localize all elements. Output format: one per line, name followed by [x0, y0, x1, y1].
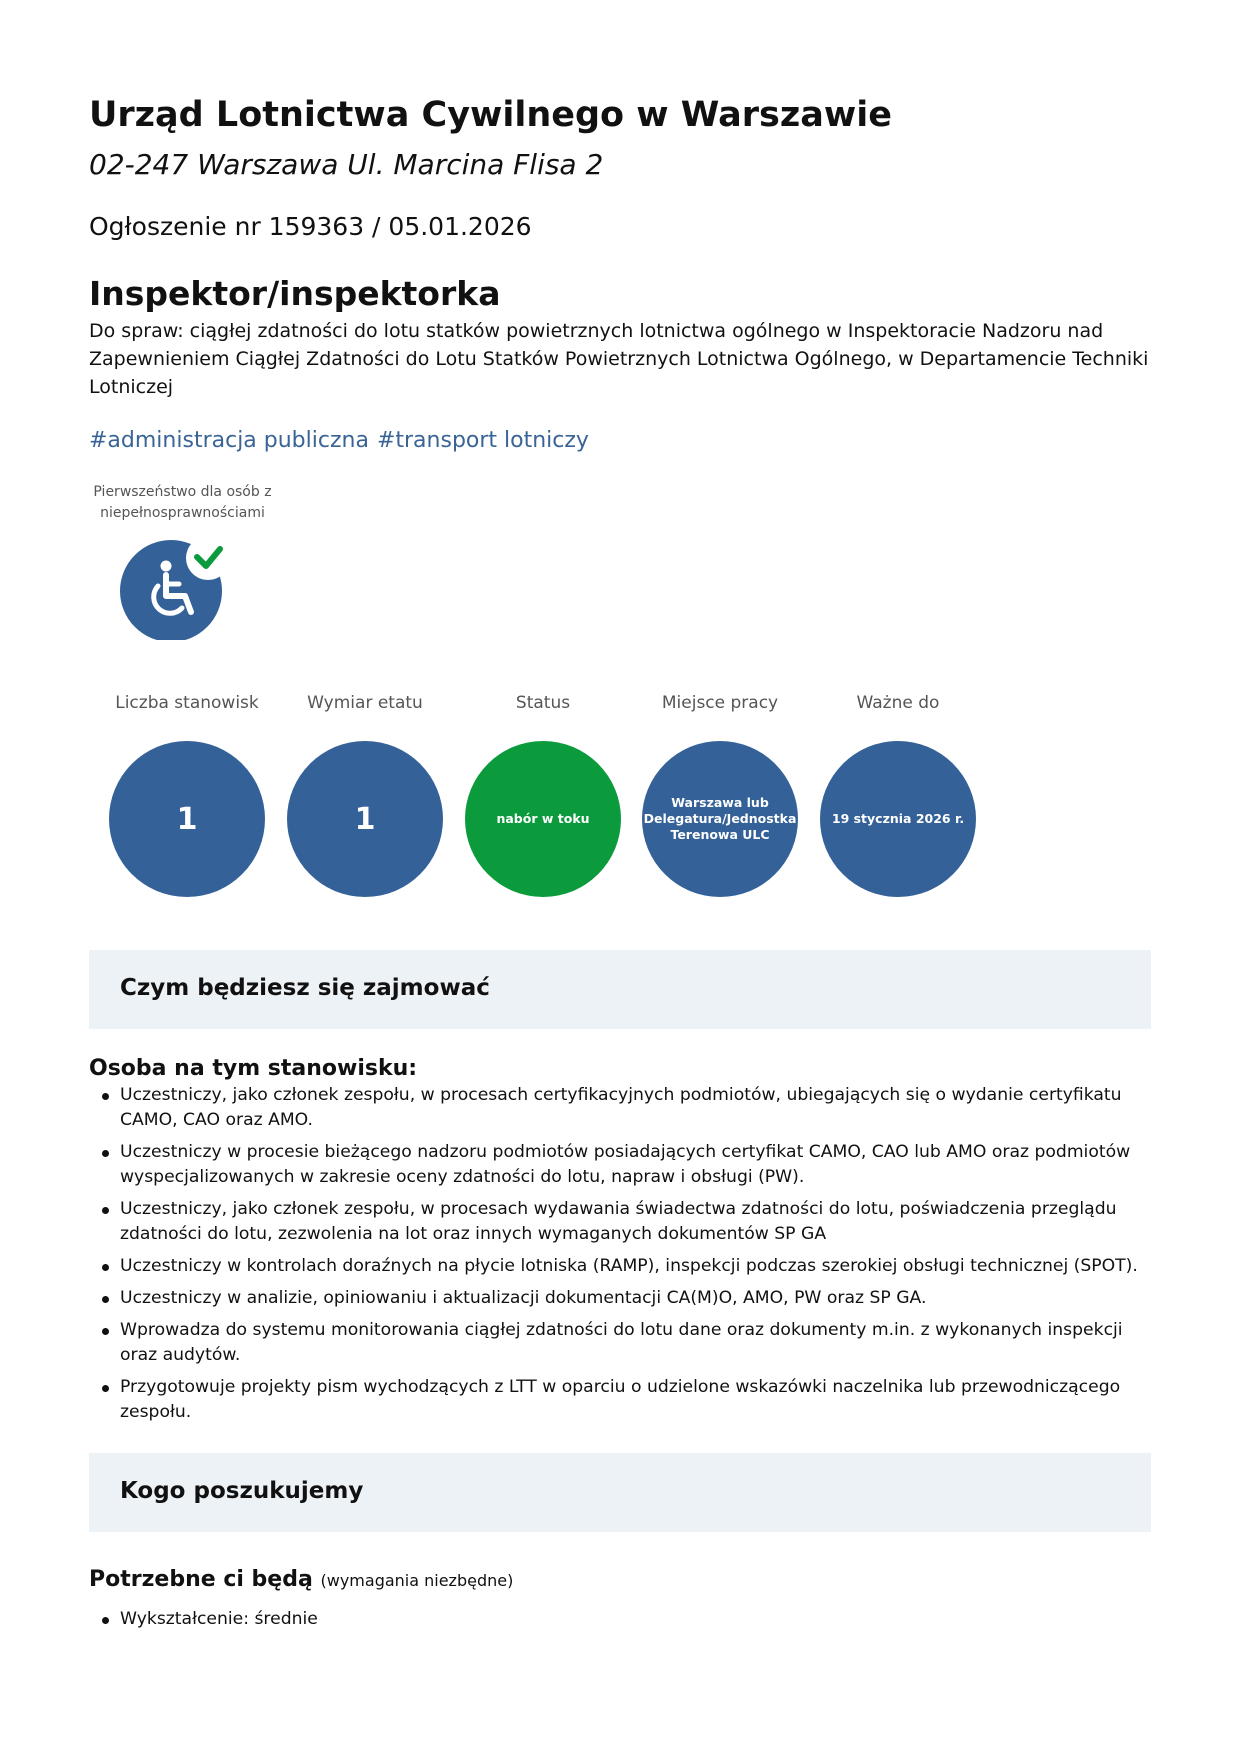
section-title: Kogo poszukujemy — [120, 1478, 364, 1504]
duties-subheading: Osoba na tym stanowisku: — [89, 1056, 418, 1081]
stat-fte — [285, 692, 445, 897]
org-address: 02-247 Warszawa Ul. Marcina Flisa 2 — [89, 148, 604, 181]
stat-workplace — [640, 692, 800, 897]
stat-value: Warszawa lub Delegatura/Jednostka Terenowa ULC — [642, 741, 798, 897]
requirements-subheading-text: Potrzebne ci będą — [89, 1567, 313, 1592]
list-item: Wprowadza do systemu monitorowania ciągłej zdatności do lotu dane oraz dokumenty m.in. z wykonanych inspekcji oraz audytów. — [89, 1318, 1164, 1368]
list-item: Uczestniczy w analizie, opiniowaniu i aktualizacji dokumentacji CA(M)O, AMO, PW oraz SP GA. — [89, 1286, 1164, 1311]
list-item: Uczestniczy, jako członek zespołu, w procesach wydawania świadectwa zdatności do lotu, poświadczenia przeglądu zdatności do lotu, zezwolenia na lot oraz innych wymaganych dokumentów SP GA — [89, 1197, 1164, 1247]
job-description: Do spraw: ciągłej zdatności do lotu statków powietrznych lotnictwa ogólnego w Inspektoracie Nadzoru nad Zapewnieniem Ciągłej Zdatności do Lotu Statków Powietrznych Lotnictwa Ogólnego, w Departamencie Techniki Lotniczej — [89, 320, 1149, 398]
requirements-list — [89, 1607, 1164, 1632]
stat-value: 1 — [287, 741, 443, 897]
org-name: Urząd Lotnictwa Cywilnego w Warszawie — [89, 95, 892, 135]
requirements-subheading — [89, 1567, 513, 1592]
section-header-duties — [89, 950, 1151, 1029]
list-item: Uczestniczy, jako członek zespołu, w procesach certyfikacyjnych podmiotów, ubiegających się o wydanie certyfikatu CAMO, CAO oraz AMO. — [89, 1083, 1164, 1133]
stat-value: 19 stycznia 2026 r. — [820, 741, 976, 897]
priority-label: Pierwszeństwo dla osób z niepełnosprawnościami — [93, 484, 272, 521]
section-header-requirements — [89, 1453, 1151, 1532]
stat-label: Status — [515, 693, 571, 713]
stat-positions — [107, 692, 267, 897]
list-item: Uczestniczy w kontrolach doraźnych na płycie lotniska (RAMP), inspekcji podczas szerokiej obsługi technicznej (SPOT). — [89, 1254, 1164, 1279]
job-title: Inspektor/inspektorka — [89, 274, 501, 313]
stat-label: Liczba stanowisk — [115, 693, 259, 713]
list-item: Przygotowuje projekty pism wychodzących z LTT w oparciu o udzielone wskazówki naczelnika lub przewodniczącego zespołu. — [89, 1375, 1164, 1425]
tag-list — [89, 428, 597, 453]
list-item: Uczestniczy w procesie bieżącego nadzoru podmiotów posiadających certyfikat CAMO, CAO lub AMO oraz podmiotów wyspecjalizowanych w zakresie oceny zdatności do lotu, napraw i obsługi (PW). — [89, 1140, 1164, 1190]
list-item: Wykształcenie: średnie — [89, 1607, 1164, 1632]
announcement-number: Ogłoszenie nr 159363 / 05.01.2026 — [89, 212, 532, 241]
stat-value: 1 — [109, 741, 265, 897]
stat-valid-until — [818, 692, 978, 897]
tag-transport[interactable]: #transport lotniczy — [376, 428, 589, 453]
stat-label: Miejsce pracy — [661, 693, 779, 713]
section-title: Czym będziesz się zajmować — [120, 975, 490, 1001]
wheelchair-check-icon — [119, 536, 223, 640]
stat-status — [463, 692, 623, 897]
tag-administracja[interactable]: #administracja publiczna — [89, 428, 369, 453]
stat-label: Wymiar etatu — [307, 693, 423, 713]
duties-list — [89, 1083, 1164, 1432]
requirements-subheading-note: (wymagania niezbędne) — [320, 1571, 514, 1590]
stat-label: Ważne do — [856, 693, 940, 713]
status-badge: nabór w toku — [465, 741, 621, 897]
